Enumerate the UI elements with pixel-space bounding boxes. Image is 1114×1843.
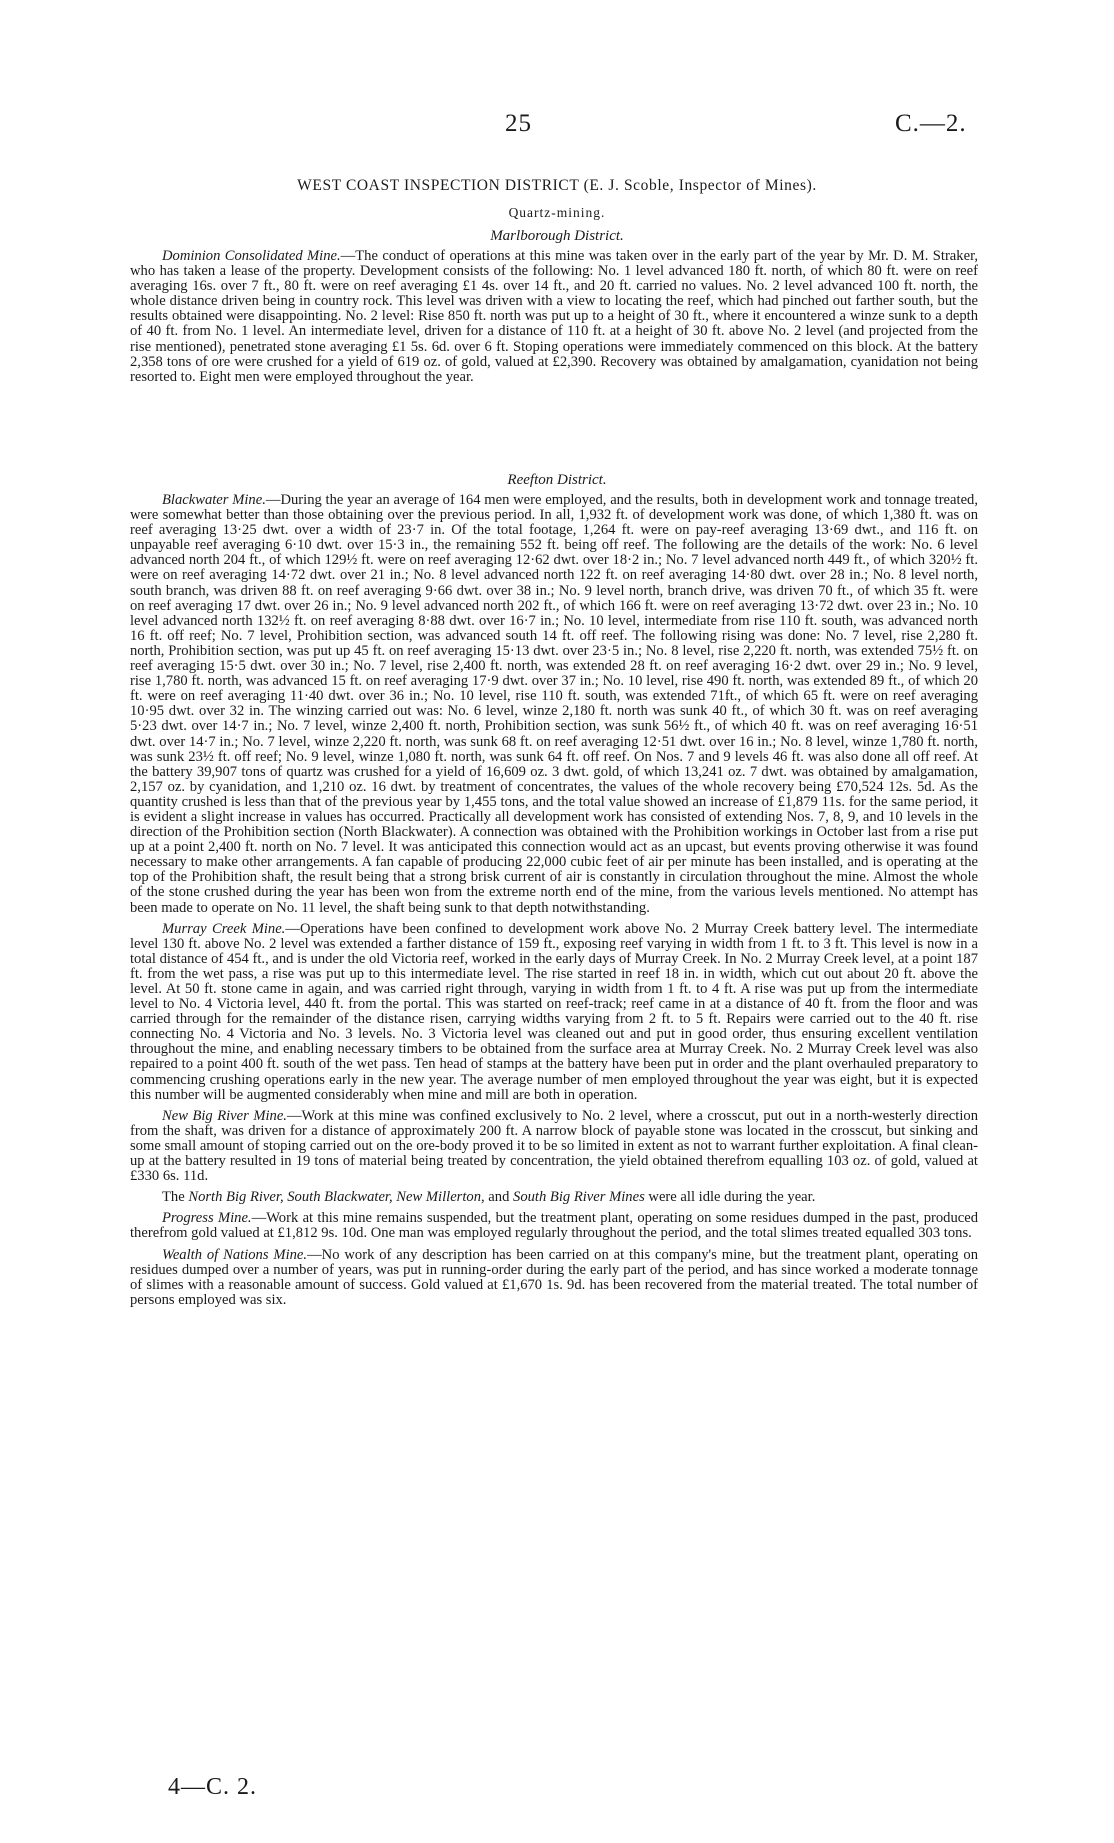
district-title: WEST COAST INSPECTION DISTRICT (E. J. Scoble, Inspector of Mines). <box>297 177 817 194</box>
idle-mine-names: North Big River, South Blackwater, New Millerton, <box>188 1189 485 1206</box>
blackwater-mine-name: Blackwater Mine. <box>162 492 266 508</box>
marlborough-district-heading: Marlborough District. <box>490 228 624 244</box>
signature-mark: 4—C. 2. <box>168 1774 258 1800</box>
progress-mine-name: Progress Mine. <box>162 1210 252 1227</box>
murray-creek-mine-text: —Operations have been confined to development work above No. 2 Murray Creek battery level. The intermediate level 130 ft. above No. 2 level was extended a farther distance of 159 ft., exposing reef varying in width from 1 ft. to 3 ft. This level is now in a total distance of 454 ft., and is under the old Victoria reef, worked in the early days of Murray Creek. In No. 2 Murray Creek level, at a point 187 ft. from the wet pass, a rise was put up to this intermediate level. The rise started in reef 18 in. in width, which cut out about 20 ft. above the level. At 50 ft. stone came in again, and was carried right through, varying in width from 1 ft. to 4 ft. A rise was put up from the intermediate level to No. 4 Victoria level, 440 ft. from the portal. This was started on reef-track; reef came in at a distance of 40 ft. from the floor and was carried through for the remainder of the distance risen, carrying widths varying from 2 ft. to 5 ft. Repairs were carried out to the 40 ft. rise connecting No. 4 Victoria and No. 3 levels. No. 3 Victoria level was cleaned out and put in good order, thus ensuring excellent ventilation throughout the mine, and enabling necessary timbers to be obtained from the surface area at Murray Creek. No. 2 Murray Creek level was also repaired to a point 400 ft. south of the wet pass. Ten head of stamps at the battery have been put in order and the plant overhauled preparatory to commencing crushing operations early in the new year. The average number of men employed throughout the year was eight, but it is expected this number will be augmented considerably when mine and mill are both in operation. <box>130 920 979 1103</box>
section-heading: Quartz-mining. <box>508 205 606 220</box>
reefton-district-heading: Reefton District. <box>507 472 607 488</box>
marlborough-body <box>130 249 978 391</box>
idle-last-mine-name: South Big River Mines <box>513 1189 645 1206</box>
progress-mine-text: —Work at this mine remains suspended, but the treatment plant, operating on some residues dumped in the past, produced therefrom gold valued at £1,812 9s. 10d. One man was employed regularly throughout the period, and the total slimes treated equalled 303 tons. <box>130 1210 978 1242</box>
blackwater-mine-text: —During the year an average of 164 men were employed, and the results, both in development work and tonnage treated, were somewhat better than those obtaining over the previous period. In all, 1,932 ft. of development work was done, of which 1,380 ft. was on reef averaging 13·25 dwt. over a width of 23·7 in. Of the total footage, 1,264 ft. were on pay-reef averaging 13·69 dwt., and 116 ft. on unpayable reef averaging 6·10 dwt. over 15·3 in., the remaining 552 ft. being off reef. The following are the details of the work: No. 6 level advanced north 204 ft., of which 129½ ft. were on reef averaging 12·62 dwt. over 18·2 in.; No. 7 level advanced north 449 ft., of which 320½ ft. were on reef averaging 14·72 dwt. over 21 in.; No. 8 level advanced north 122 ft. on reef averaging 14·80 dwt. over 28 in.; No. 8 level north, south branch, was driven 88 ft. on reef averaging 9·66 dwt. over 38 in.; No. 9 level north, branch drive, was driven 70 ft., of which 35 ft. were on reef averaging 17 dwt. over 26 in.; No. 9 level advanced north 202 ft., of which 166 ft. were on reef averaging 13·72 dwt. over 23 in.; No. 10 level advanced north 132½ ft. on reef averaging 8·88 dwt. over 16·7 in.; No. 10 level, intermediate from rise 110 ft. south, was advanced north 16 ft. off reef; No. 7 level, Prohibition section, was advanced south 14 ft. off reef. The following rising was done: No. 7 level, rise 2,280 ft. north, Prohibition section, was put up 45 ft. on reef averaging 15·13 dwt. over 23·5 in.; No. 8 level, rise 2,220 ft. north, was extended 75½ ft. on reef averaging 15·5 dwt. over 30 in.; No. 7 level, rise 2,400 ft. north, was extended 28 ft. on reef averaging 16·2 dwt. over 29 in.; No. 9 level, rise 1,780 ft. north, was advanced 15 ft. on reef averaging 17·9 dwt. over 37 in.; No. 10 level, rise 490 ft. north, was extended 89 ft., of which 20 ft. were on reef averaging 11·40 dwt. over 36 in.; No. 10 level, rise 110 ft. south, was extended 71ft., of which 65 ft. were on reef averaging 10·95 dwt. over 32 in. The winzing carried out was: No. 6 level, winze 2,180 ft. north was sunk 40 ft., of which 30 ft. was on reef averaging 5·23 dwt. over 14·7 in.; No. 7 level, winze 2,400 ft. north, Prohibition section, was sunk 56½ ft., of which 40 ft. was on reef averaging 16·51 dwt. over 14·7 in.; No. 7 level, winze 2,220 ft. north, was sunk 68 ft. on reef averaging 12·51 dwt. over 16 in.; No. 8 level, winze 1,780 ft. north, was sunk 23½ ft. off reef; No. 9 level, winze 1,080 ft. north, was sunk 64 ft. off reef. On Nos. 7 and 9 levels 46 ft. was also done all off reef. At the battery 39,907 tons of quartz was crushed for a yield of 16,609 oz. 3 dwt. gold, of which 13,241 oz. 7 dwt. was obtained by amalgamation, 2,157 oz. by cyanidation, and 1,210 oz. 16 dwt. by treatment of concentrates, the values of the whole recovery being £70,524 12s. 5d. As the quantity crushed is less than that of the previous year by 1,455 tons, and the total value showed an increase of £1,879 11s. for the same period, it is evident a slight increase in values has occurred. Practically all development work has consisted of extending Nos. 7, 8, 9, and 10 levels in the direction of the Prohibition section (North Blackwater). A connection was obtained with the Prohibition workings in October last from a rise put up at a point 2,400 ft. north on No. 7 level. It was anticipated this connection would act as an upcast, but events proving otherwise it was found necessary to make other arrangements. A fan capable of producing 22,000 cubic feet of air per minute has been installed, and is operating at the top of the Prohibition shaft, the result being that a strong brisk current of air is constantly in circulation throughout the mine. Almost the whole of the stone crushed during the year has been won from the extreme north end of the mine, from the various levels mentioned. No attempt has been made to operate on No. 11 level, the shaft being sunk to that depth notwithstanding. <box>130 492 978 916</box>
new-big-river-mine-name: New Big River Mine. <box>162 1107 287 1124</box>
idle-suffix: were all idle during the year. <box>644 1189 816 1206</box>
wealth-of-nations-mine-paragraph <box>130 1248 978 1308</box>
page-number: 25 <box>505 110 532 137</box>
blackwater-mine-paragraph <box>130 493 978 916</box>
document-reference: C.—2. <box>895 110 967 137</box>
murray-creek-mine-name: Murray Creek Mine. <box>162 920 286 937</box>
idle-conjunction: and <box>484 1189 514 1206</box>
dominion-mine-name: Dominion Consolidated Mine. <box>162 248 341 264</box>
reefton-body <box>130 493 978 1314</box>
progress-mine-paragraph <box>130 1211 978 1241</box>
new-big-river-mine-paragraph <box>130 1109 978 1184</box>
new-big-river-mine-text: —Work at this mine was confined exclusively to No. 2 level, where a crosscut, put out in a north-westerly direction from the shaft, was driven for a distance of approximately 200 ft. A narrow block of payable stone was located in the crosscut, but sinking and some small amount of stoping carried out on the ore-body proved it to be so limited in extent as not to warrant further exploitation. A final clean-up at the battery resulted in 19 tons of material being treated by concentration, the yield obtained therefrom equalling 103 oz. of gold, valued at £330 6s. 11d. <box>130 1107 978 1185</box>
murray-creek-mine-paragraph <box>130 922 978 1103</box>
wealth-of-nations-mine-name: Wealth of Nations Mine. <box>162 1246 308 1263</box>
wealth-of-nations-mine-text: —No work of any description has been carried on at this company's mine, but the treatment plant, operating on residues dumped over a number of years, was put in running-order during the early part of the period, and has since worked a moderate tonnage of slimes with a reasonable amount of success. Gold valued at £1,670 1s. 9d. has been recovered from the material treated. The total number of persons employed was six. <box>130 1246 978 1308</box>
idle-prefix: The <box>162 1189 189 1206</box>
idle-mines-paragraph <box>130 1190 978 1205</box>
dominion-mine-text: —The conduct of operations at this mine was taken over in the early part of the year by Mr. D. M. Straker, who has taken a lease of the property. Development consists of the following: No. 1 level advanced 180 ft. north, of which 80 ft. were on reef averaging 16s. over 7 ft., 80 ft. were on reef averaging £1 4s. over 14 ft., and 20 ft. carried no values. No. 2 level advanced 100 ft. north, the whole distance driven being in country rock. This level was driven with a view to locating the reef, which had pinched out farther south, but the results obtained were disappointing. No. 2 level: Rise 850 ft. north was put up to a height of 30 ft., where it encountered a winze sunk to a depth of 40 ft. from No. 1 level. An intermediate level, driven for a distance of 110 ft. at a height of 30 ft. above No. 2 level (and projected from the rise mentioned), penetrated stone averaging £1 5s. 6d. over 6 ft. Stoping operations were immediately commenced on this block. At the battery 2,358 tons of ore were crushed for a yield of 619 oz. of gold, valued at £2,390. Recovery was obtained by amalgamation, cyanidation not being resorted to. Eight men were employed throughout the year. <box>130 248 978 385</box>
dominion-mine-paragraph <box>130 249 978 385</box>
